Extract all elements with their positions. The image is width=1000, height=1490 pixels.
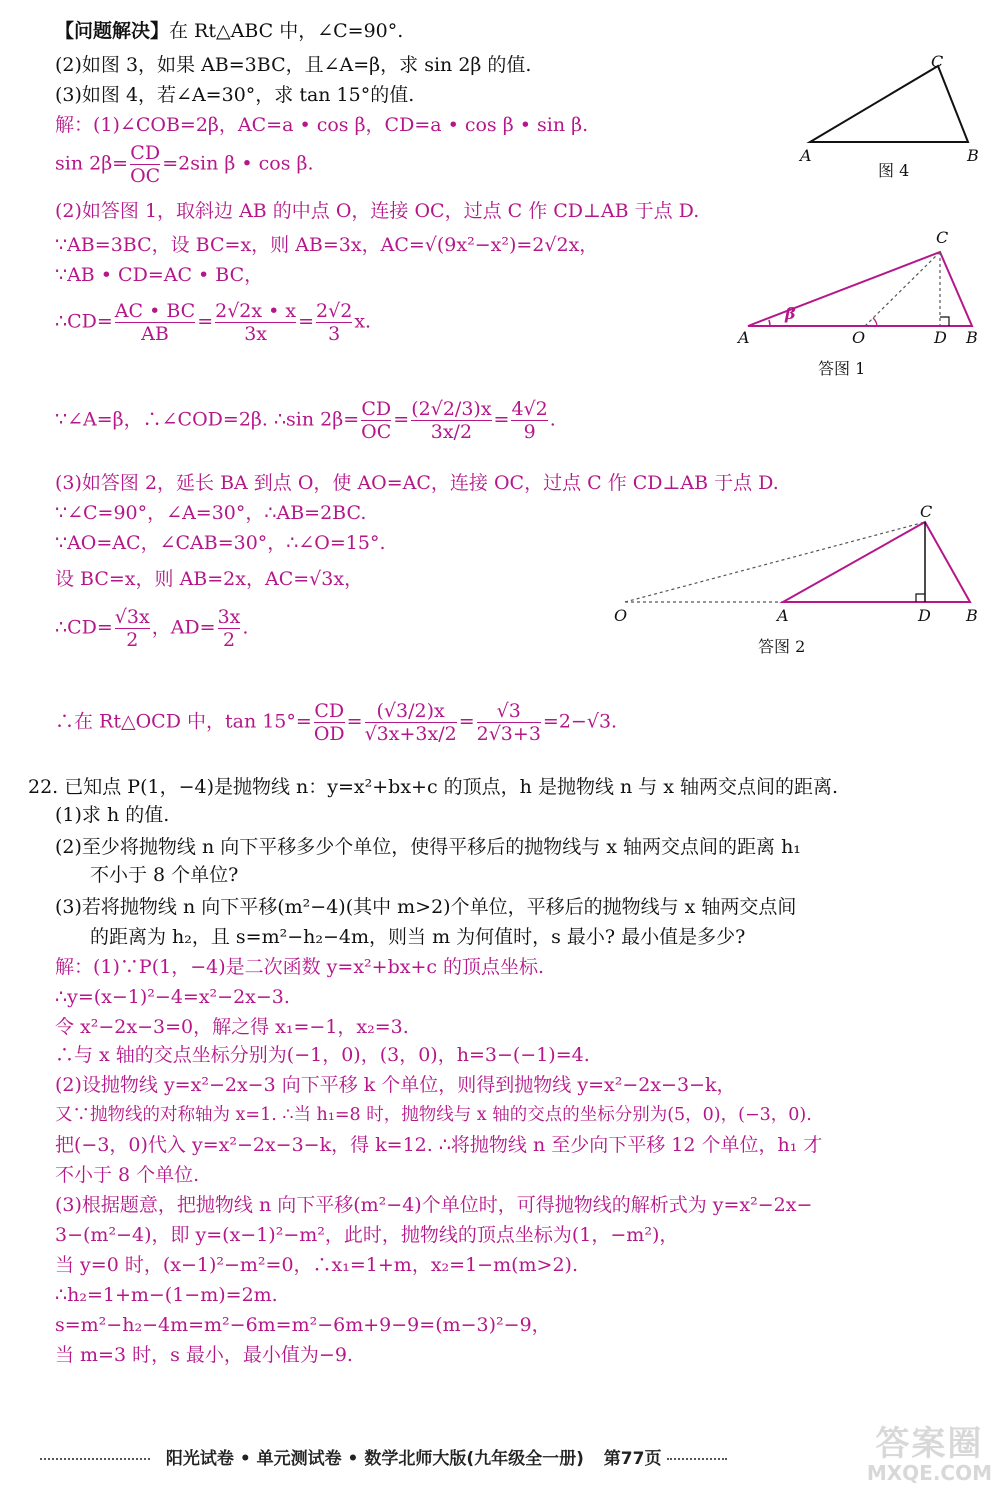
sol22-line12: ∴h₂=1+m−(1−m)=2m. bbox=[55, 1284, 278, 1306]
sol22-line8: 不小于 8 个单位. bbox=[55, 1164, 200, 1186]
sol22-line1: 解：(1)∵P(1，−4)是二次函数 y=x²+bx+c 的顶点坐标. bbox=[55, 956, 545, 978]
sol3-line5: ∴CD= $\frac{√3x}{2}$ ，AD= $\frac{3x}{2}$ . bbox=[55, 606, 249, 651]
sol22-line11: 当 y=0 时，(x−1)²−m²=0，∴x₁=1+m，x₂=1−m(m>2). bbox=[55, 1254, 578, 1276]
sol22-line6: 又∵抛物线的对称轴为 x=1. ∴当 h₁=8 时，抛物线与 x 轴的交点的坐标分别为(5，0)，(−3，0). bbox=[55, 1105, 812, 1125]
sol2-line3: ∵AB • CD=AC • BC， bbox=[55, 264, 264, 286]
ans1-label-c: C bbox=[936, 228, 949, 247]
q22-line2: (1)求 h 的值. bbox=[55, 804, 170, 826]
sol22-line10: 3−(m²−4)，即 y=(x−1)²−m²，此时，抛物线的顶点坐标为(1，−m²)， bbox=[55, 1224, 679, 1246]
fig4-caption: 图 4 bbox=[878, 161, 910, 180]
q22-line4: 不小于 8 个单位? bbox=[90, 864, 239, 886]
q22-line5: (3)若将抛物线 n 向下平移(m²−4)(其中 m>2)个单位，平移后的抛物线与 x 轴两交点间 bbox=[55, 896, 797, 918]
sol2-line2: ∵AB=3BC，设 BC=x，则 AB=3x，AC=√(9x²−x²)=2√2x， bbox=[55, 234, 599, 256]
ans2-label-o: O bbox=[614, 606, 628, 625]
sol1-line1: 解：(1)∠COB=2β，AC=a • cos β，CD=a • cos β • sin β. bbox=[55, 114, 589, 136]
problem-intro: 在 Rt△ABC 中，∠C=90°. bbox=[169, 20, 404, 42]
sol3-line1: (3)如答图 2，延长 BA 到点 O，使 AO=AC，连接 OC，过点 C 作 CD⊥AB 于点 D. bbox=[55, 472, 779, 494]
sol22-line5: (2)设抛物线 y=x²−2x−3 向下平移 k 个单位，则得到抛物线 y=x²−2x−3−k， bbox=[55, 1074, 736, 1096]
section-tag: 【问题解决】 bbox=[55, 20, 170, 42]
ans1-label-b: B bbox=[966, 328, 978, 347]
fig4-label-b: B bbox=[967, 146, 979, 165]
sol22-line14: 当 m=3 时，s 最小，最小值为−9. bbox=[55, 1344, 353, 1366]
problem-header bbox=[55, 18, 403, 44]
watermark-line2: MXQE.COM bbox=[866, 1461, 992, 1485]
ans2-label-c: C bbox=[920, 502, 933, 521]
ans2-label-a: A bbox=[777, 606, 789, 625]
page-number: 第77页 bbox=[603, 1449, 662, 1469]
ans2-caption: 答图 2 bbox=[758, 637, 806, 656]
sol1-line2: sin 2β= $\frac{CD}{OC}$ =2sin β • cos β. bbox=[55, 142, 314, 187]
sol22-line9: (3)根据题意，把抛物线 n 向下平移(m²−4)个单位时，可得抛物线的解析式为 y=x²−2x− bbox=[55, 1194, 813, 1216]
fig4-label-c: C bbox=[931, 52, 944, 71]
sol22-line4: ∴与 x 轴的交点坐标分别为(−1，0)，(3，0)，h=3−(−1)=4. bbox=[55, 1044, 590, 1066]
sol22-line13: s=m²−h₂−4m=m²−6m=m²−6m+9−9=(m−3)²−9， bbox=[55, 1314, 551, 1336]
footer-title: 阳光试卷 • 单元测试卷 • 数学北师大版(九年级全一册) bbox=[165, 1449, 584, 1469]
sol3-line2: ∵∠C=90°，∠A=30°，∴AB=2BC. bbox=[55, 502, 367, 524]
sol3-line4: 设 BC=x，则 AB=2x，AC=√3x， bbox=[55, 568, 364, 590]
ans1-caption: 答图 1 bbox=[818, 359, 866, 378]
ans1-label-beta: β bbox=[785, 304, 796, 323]
ans2-label-d: D bbox=[918, 606, 931, 625]
sol22-line3: 令 x²−2x−3=0，解之得 x₁=−1，x₂=3. bbox=[55, 1016, 409, 1038]
answer-figure-2-diagram bbox=[615, 510, 985, 610]
ans1-label-a: A bbox=[738, 328, 750, 347]
watermark-logo bbox=[867, 1426, 992, 1484]
sol2-line5: ∵∠A=β，∴∠COD=2β. ∴sin 2β= $\frac{CD}{OC}$ = $\frac{(2√2/3)x}{3x/2}$ = $\frac{4√2}{9}$ . bbox=[55, 398, 556, 443]
page-footer bbox=[40, 1444, 860, 1469]
sol2-line1: (2)如答图 1，取斜边 AB 的中点 O，连接 OC，过点 C 作 CD⊥AB 于点 D. bbox=[55, 200, 700, 222]
question-3: (3)如图 4，若∠A=30°，求 tan 15°的值. bbox=[55, 84, 415, 106]
ans2-label-b: B bbox=[966, 606, 978, 625]
sol22-line2: ∴y=(x−1)²−4=x²−2x−3. bbox=[55, 986, 290, 1008]
sol2-line4: ∴CD= $\frac{AC • BC}{AB}$ = $\frac{2√2x • x}{3x}$ = $\frac{2√2}{3}$ x. bbox=[55, 300, 372, 345]
watermark-line1: 答案圈 bbox=[875, 1424, 984, 1464]
question-2: (2)如图 3，如果 AB=3BC，且∠A=β，求 sin 2β 的值. bbox=[55, 54, 532, 76]
sol22-line7: 把(−3，0)代入 y=x²−2x−3−k，得 k=12. ∴将抛物线 n 至少向下平移 12 个单位，h₁ 才 bbox=[55, 1134, 823, 1156]
sol3-line6: ∴在 Rt△OCD 中，tan 15°= $\frac{CD}{OD}$ = $\frac{(√3/2)x}{√3x+3x/2}$ = $\frac{√3}{2√3+3}$ =2−√3. bbox=[55, 700, 618, 745]
ans1-label-o: O bbox=[852, 328, 866, 347]
figure-4-diagram bbox=[790, 50, 990, 160]
q22-line3: (2)至少将抛物线 n 向下平移多少个单位，使得平移后的抛物线与 x 轴两交点间的距离 h₁ bbox=[55, 836, 801, 858]
q22-line6: 的距离为 h₂，且 s=m²−h₂−4m，则当 m 为何值时，s 最小? 最小值是多少? bbox=[90, 926, 746, 948]
fig4-label-a: A bbox=[800, 146, 812, 165]
sol3-line3: ∵AO=AC，∠CAB=30°，∴∠O=15°. bbox=[55, 532, 386, 554]
ans1-label-d: D bbox=[934, 328, 947, 347]
q22-line1: 22. 已知点 P(1，−4)是抛物线 n：y=x²+bx+c 的顶点，h 是抛物线 n 与 x 轴两交点间的距离. bbox=[28, 776, 839, 798]
